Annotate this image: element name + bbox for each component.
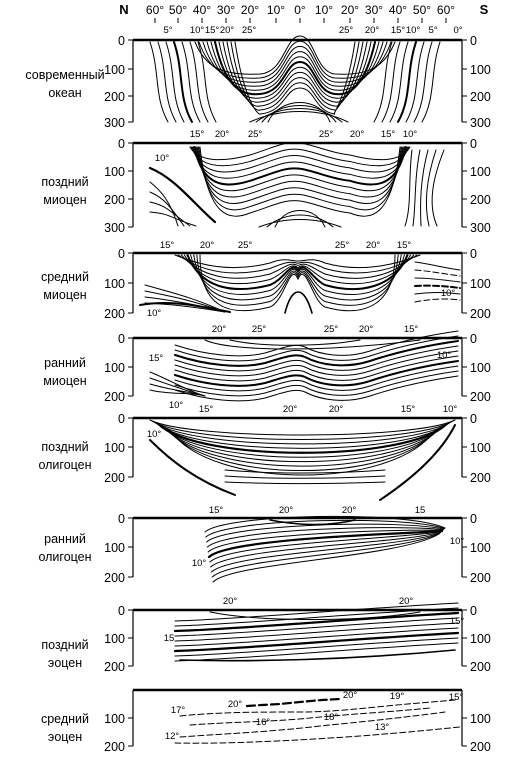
isotherm-label: 10° [168, 400, 184, 411]
isotherm-label: 15° [390, 25, 406, 36]
isotherm-line [415, 299, 460, 302]
isotherm-line [193, 147, 406, 178]
isotherm-label: 15 [414, 505, 426, 516]
isotherm-line [230, 340, 360, 345]
latitude-tick-label: 30° [216, 3, 236, 17]
panel-title-line2: эоцен [47, 730, 83, 744]
isotherm-label: 20° [211, 324, 227, 335]
panel-title-line2: миоцен [43, 288, 87, 302]
depth-tick-label-right: 100 [470, 63, 491, 77]
depth-tick-label-left: 0 [118, 604, 125, 618]
depth-tick-label-right: 0 [470, 137, 477, 151]
depth-tick-label-left: 200 [104, 307, 125, 321]
panel-title-line1: средний [40, 712, 90, 726]
isotherm-label: 19° [389, 691, 405, 702]
depth-tick-label-left: 100 [104, 712, 125, 726]
isotherm-label: 15° [448, 692, 464, 703]
isotherm-label: 15° [198, 404, 214, 415]
isotherm-label: 20° [278, 505, 294, 516]
latitude-tick-label: 40° [388, 3, 408, 17]
depth-tick-label-left: 100 [104, 361, 125, 375]
isotherm-line [413, 150, 420, 226]
isotherm-label: 20° [282, 404, 298, 415]
isotherm-label: 10° [146, 429, 162, 440]
depth-tick-label-right: 0 [470, 34, 477, 48]
panel-title-line2: олигоцен [38, 550, 92, 564]
isotherm-line [415, 262, 460, 270]
panel-6 [128, 518, 467, 577]
depth-tick-label-left: 300 [104, 221, 125, 235]
isotherm-line [180, 712, 445, 737]
depth-tick-label-left: 0 [118, 512, 125, 526]
isotherm-label: 20° [222, 596, 238, 607]
latitude-tick-label: 10° [266, 3, 286, 17]
isotherm-label: 20° [341, 505, 357, 516]
isotherm-label: 20° [227, 699, 243, 710]
depth-tick-label-right: 100 [470, 632, 491, 646]
isotherm-line [150, 212, 196, 226]
isotherm-line [211, 533, 440, 572]
latitude-tick-label: 40° [192, 3, 212, 17]
isotherm-label: 15 [163, 633, 175, 644]
isotherm-line [267, 215, 333, 227]
latitude-tick-label: 50° [168, 3, 188, 17]
isotherm-line [157, 423, 449, 448]
depth-tick-label-right: 0 [470, 412, 477, 426]
isotherm-label: 20° [364, 25, 380, 36]
isotherm-line [380, 425, 455, 500]
depth-tick-label-left: 100 [104, 632, 125, 646]
isotherm-label: 25° [237, 240, 253, 251]
depth-tick-label-left: 200 [104, 390, 125, 404]
depth-tick-label-right: 100 [470, 712, 491, 726]
depth-tick-label-right: 100 [470, 361, 491, 375]
depth-tick-label-left: 200 [104, 193, 125, 207]
isotherm-label: 15° [204, 25, 220, 36]
depth-tick-label-right: 200 [470, 390, 491, 404]
isotherm-line [175, 603, 458, 621]
isotherm-label: 16° [255, 717, 271, 728]
depth-tick-label-right: 0 [470, 247, 477, 261]
latitude-tick-label: 60° [145, 3, 165, 17]
isotherm-label: 10° [154, 153, 170, 164]
depth-tick-label-left: 100 [104, 541, 125, 555]
isotherm-label: 10° [405, 25, 421, 36]
isotherm-line [150, 440, 235, 495]
isotherm-line [426, 150, 436, 226]
isotherm-line [285, 292, 312, 313]
isotherm-label: 18° [323, 712, 339, 723]
isotherm-label: 5° [163, 25, 173, 36]
depth-tick-label-left: 200 [104, 571, 125, 585]
panel-title-line2: миоцен [43, 193, 87, 207]
isotherm-label: 15° [189, 129, 205, 140]
depth-tick-label-left: 0 [118, 34, 125, 48]
isotherm-label: 10° [146, 308, 162, 319]
isotherm-label: 15° [148, 353, 164, 364]
isotherm-label: 10° [402, 129, 418, 140]
panel-title-line2: миоцен [43, 374, 87, 388]
isotherm-label: 15° [449, 616, 465, 627]
isotherm-line [247, 699, 340, 706]
isotherm-label: 25° [338, 25, 354, 36]
isotherm-line [219, 42, 371, 98]
latitude-tick-label: 20° [240, 3, 260, 17]
isotherm-line [175, 633, 458, 651]
panel-title-line1: ранний [44, 532, 86, 546]
isotherm-line [415, 278, 460, 282]
isotherm-label: 25° [334, 240, 350, 251]
isotherm-label: 25° [251, 324, 267, 335]
isotherm-line [175, 643, 458, 661]
depth-tick-label-right: 300 [470, 116, 491, 130]
isotherm-label: 20° [199, 240, 215, 251]
depth-tick-label-right: 300 [470, 221, 491, 235]
latitude-tick-label: 20° [340, 3, 360, 17]
isotherm-label: 25° [318, 129, 334, 140]
isotherm-line [190, 143, 410, 160]
depth-tick-label-left: 100 [104, 277, 125, 291]
latitude-tick-label: 60° [436, 3, 456, 17]
depth-tick-label-left: 100 [104, 441, 125, 455]
south-label: S [479, 2, 489, 17]
isotherm-line [150, 182, 178, 226]
depth-tick-label-left: 0 [118, 412, 125, 426]
isotherm-line [175, 618, 458, 636]
isotherm-label: 25° [247, 129, 263, 140]
depth-tick-label-left: 0 [118, 247, 125, 261]
isotherm-label: 20° [219, 25, 235, 36]
depth-tick-label-left: 100 [104, 63, 125, 77]
isotherm-line [259, 220, 341, 228]
isotherm-label: 20° [342, 690, 358, 701]
depth-tick-label-right: 200 [470, 90, 491, 104]
depth-tick-label-right: 200 [470, 571, 491, 585]
isotherm-label: 20° [328, 404, 344, 415]
depth-tick-label-left: 0 [118, 137, 125, 151]
isotherm-line [175, 613, 458, 631]
depth-tick-label-right: 100 [470, 165, 491, 179]
isotherm-label: 20° [349, 129, 365, 140]
depth-tick-label-right: 200 [470, 471, 491, 485]
latitude-tick-label: 0° [294, 3, 306, 17]
isotherm-line [405, 150, 412, 226]
latitude-tick-label: 30° [364, 3, 384, 17]
isotherm-label: 20° [365, 240, 381, 251]
isotherm-label: 20° [398, 596, 414, 607]
depth-tick-label-left: 0 [118, 332, 125, 346]
panel-title-line1: поздний [41, 638, 89, 652]
isotherm-line [432, 150, 444, 226]
isotherm-label: 10° [440, 288, 456, 299]
panel-title-line1: ранний [44, 356, 86, 370]
isotherm-label: 20° [214, 129, 230, 140]
panel-title-line1: поздний [41, 175, 89, 189]
isotherm-line [175, 623, 458, 641]
depth-tick-label-left: 100 [104, 165, 125, 179]
panel-title-line2: олигоцен [38, 458, 92, 472]
depth-tick-label-left: 200 [104, 660, 125, 674]
isotherm-line [175, 727, 460, 743]
isotherm-label: 20° [358, 324, 374, 335]
isotherm-label: 10° [436, 350, 452, 361]
depth-tick-label-right: 200 [470, 740, 491, 754]
panel-title-line2: эоцен [47, 656, 83, 670]
depth-tick-label-left: 200 [104, 471, 125, 485]
depth-tick-label-right: 200 [470, 307, 491, 321]
panel-title-line1: средний [40, 270, 90, 284]
isotherm-line [190, 708, 430, 725]
panel-title-line2: океан [48, 86, 82, 100]
isotherm-line [191, 147, 409, 166]
isotherm-line [275, 211, 325, 228]
panel-title-line1: современный [25, 68, 105, 82]
depth-tick-label-right: 0 [470, 512, 477, 526]
north-label: N [119, 2, 129, 17]
isotherm-label: 10° [191, 558, 207, 569]
isotherm-label: 0° [453, 25, 463, 36]
isotherm-label: 13° [374, 722, 390, 733]
isotherm-line [180, 700, 455, 716]
isotherm-line [415, 286, 460, 288]
depth-tick-label-right: 100 [470, 277, 491, 291]
depth-tick-label-right: 200 [470, 193, 491, 207]
panel-title-line1: поздний [41, 440, 89, 454]
isotherm-label: 15° [208, 505, 224, 516]
latitude-tick-label: 10° [314, 3, 334, 17]
isotherm-label: 15° [159, 240, 175, 251]
isotherm-line [225, 482, 385, 484]
isotherm-label: 10° [449, 536, 465, 547]
isotherm-label: 10° [189, 25, 205, 36]
isotherm-line [415, 270, 460, 276]
isotherm-line [225, 476, 385, 478]
isotherm-label: 15° [403, 324, 419, 335]
latitude-tick-label: 50° [412, 3, 432, 17]
isotherm-label: 5° [428, 25, 438, 36]
depth-tick-label-right: 100 [470, 441, 491, 455]
isotherm-label: 15° [396, 240, 412, 251]
isotherm-label: 25° [323, 324, 339, 335]
depth-tick-label-right: 100 [470, 541, 491, 555]
depth-tick-label-left: 300 [104, 116, 125, 130]
isotherm-label: 10° [442, 404, 458, 415]
depth-tick-label-left: 200 [104, 90, 125, 104]
depth-tick-label-right: 0 [470, 604, 477, 618]
depth-tick-label-left: 200 [104, 740, 125, 754]
isotherm-label: 15° [400, 404, 416, 415]
depth-tick-label-right: 0 [470, 332, 477, 346]
isotherm-label: 15° [380, 129, 396, 140]
depth-tick-label-right: 200 [470, 660, 491, 674]
isotherm-label: 12° [164, 731, 180, 742]
isotherm-label: 25° [241, 25, 257, 36]
isotherm-label: 17° [170, 705, 186, 716]
